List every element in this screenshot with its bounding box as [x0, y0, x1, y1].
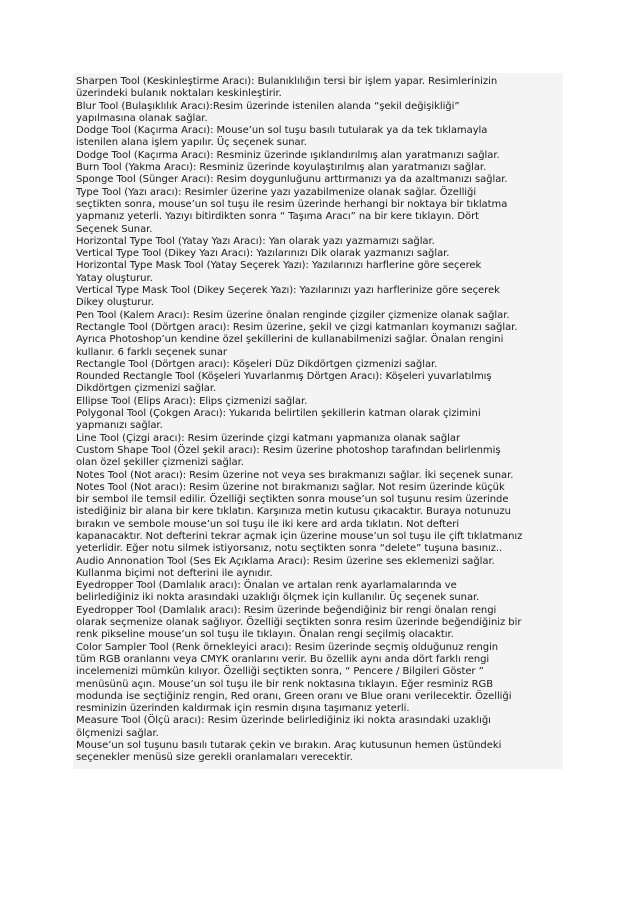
paragraph-notes-tool: Notes Tool (Not aracı): Resim üzerine not bırakmanızı sağlar. Not resim üzerinde küçük bir sembol ile temsil edilir. Özelliği seçtikten sonra mouse’un sol tuşunu resim üzerinde istediğiniz bir alana bir kere tıklatın. Karşınıza metin kutusu çıkacaktır. Buraya notunuzu bırakın ve sembole mouse’un sol tuşu ile iki kere ard arda tıklatın. Not defteri kapanacaktır. Not defterini tekrar açmak için üzerine mouse’un sol tuşu ile çift tıklatmanız yeterlidir. Eğer notu silmek istiyorsanız, notu seçtikten sonra “delete” tuşuna basınız.. — [76, 481, 523, 555]
paragraph-audio-annotation-tool: Audio Annonation Tool (Ses Ek Açıklama Aracı): Resim üzerine ses eklemenizi sağlar. Kullanma biçimi not defterini ile aynıdır. — [76, 555, 495, 579]
paragraph-rectangle-tool-intro: Rectangle Tool (Dörtgen aracı): Resim üzerine, şekil ve çizgi katmanları koymanızı sağlar. Ayrıca Photoshop’un kendine özel şekillerini de kullanabilmenizi sağlar. Önalan rengini kullanır. 6 farklı seçenek sunar — [76, 321, 518, 358]
paragraph-rectangle-tool: Rectangle Tool (Dörtgen aracı): Köşeleri Düz Dikdörtgen çizmenizi sağlar. — [76, 358, 438, 370]
paragraph-rounded-rectangle-tool: Rounded Rectangle Tool (Köşeleri Yuvarlanmış Dörtgen Aracı): Köşeleri yuvarlatılmış Dikdörtgen çizmenizi sağlar. — [76, 371, 492, 395]
paragraph-eyedropper-tool-intro: Eyedropper Tool (Damlalık aracı): Önalan ve artalan renk ayarlamalarında ve belirlediğiniz iki nokta arasındaki uzaklığı ölçmek için kullanılır. Üç seçenek sunar. — [76, 580, 480, 604]
paragraph-polygonal-tool: Polygonal Tool (Çokgen Aracı): Yukarıda belirtilen şekillerin katman olarak çizimini yapmanızı sağlar. — [76, 408, 481, 432]
paragraph-vertical-type-tool: Vertical Type Tool (Dikey Yazı Aracı): Yazılarınızı Dik olarak yazmanızı sağlar. — [76, 248, 450, 260]
paragraph-dodge-tool: Dodge Tool (Kaçırma Aracı): Resminiz üzerinde ışıklandırılmış alan yaratmanızı sağlar. — [76, 149, 500, 161]
paragraph-sharpen-tool: Sharpen Tool (Keskinleştirme Aracı): Bulanıklılığın tersi bir işlem yapar. Resimlerinizin üzerindeki bulanık noktaları keskinleştirir. — [76, 76, 498, 100]
paragraph-color-sampler-tool: Color Sampler Tool (Renk örnekleyici aracı): Resim üzerinde seçmiş olduğunuz rengin tüm RGB oranlannı veya CMYK oranlarını verir. Bu özellik aynı anda dört farklı rengi incelemenizi mümkün kılıyor. Özelliği seçtikten sonra, “ Pencere / Bilgileri Göster ” menüsünü açın. Mouse’un sol tuşu ile bir renk noktasına tıklayın. Eğer resminiz RGB modunda ise seçtiğiniz rengin, Red oranı, Green oranı ve Blue oranı verilecektir. Özelliği resminizin üzerinden kaldırmak için resmin dışına taşımanız yeterli. — [76, 641, 512, 715]
paragraph-burn-tool: Burn Tool (Yakma Aracı): Resminiz üzerinde koyulaştırılmış alan yaratmanızı sağlar. — [76, 162, 487, 174]
paragraph-eyedropper-tool: Eyedropper Tool (Damlalık aracı): Resim üzerinde beğendiğiniz bir rengi önalan rengi olarak seçmenize olanak sağlıyor. Özelliği seçtikten sonra resim üzerinde beğendiğiniz bir renk pikseline mouse’un sol tuşu ile tıklayın. Önalan rengi seçilmiş olacaktır. — [76, 604, 522, 641]
paragraph-dodge-tool-intro: Dodge Tool (Kaçırma Aracı): Mouse’un sol tuşu basılı tutularak ya da tek tıklamayla istenilen alana işlem yapılır. Üç seçenek sunar. — [76, 125, 488, 149]
paragraph-type-tool: Type Tool (Yazı aracı): Resimler üzerine yazı yazabilmenize olanak sağlar. Özelliği seçtikten sonra, mouse’un sol tuşu ile resim üzerinde herhangi bir noktaya bir tıklatma yapmanız yeterli. Yazıyı bitirdikten sonra “ Taşıma Aracı” na bir kere tıklayın. Dört Seçenek Sunar. — [76, 186, 508, 235]
paragraph-notes-tool-intro: Notes Tool (Not aracı): Resim üzerine not veya ses bırakmanızı sağlar. İki seçenek sunar. — [76, 469, 514, 481]
paragraph-measure-tool: Measure Tool (Ölçü aracı): Resim üzerinde belirlediğiniz iki nokta arasındaki uzaklığı ölçmenizi sağlar. — [76, 715, 491, 739]
paragraph-vertical-type-mask-tool: Vertical Type Mask Tool (Dikey Seçerek Yazı): Yazılarınızı yazı harflerinize göre seçerek Dikey oluşturur. — [76, 285, 500, 309]
paragraph-line-tool: Line Tool (Çizgi aracı): Resim üzerinde çizgi katmanı yapmanıza olanak sağlar — [76, 432, 461, 444]
paragraph-horizontal-type-tool: Horizontal Type Tool (Yatay Yazı Aracı): Yan olarak yazı yazmamızı sağlar. — [76, 235, 435, 247]
paragraph-measure-usage: Mouse’un sol tuşunu basılı tutarak çekin ve bırakın. Araç kutusunun hemen üstündeki seçenekler menüsü size gerekli oranlamaları verecektir. — [76, 740, 502, 764]
paragraph-sponge-tool: Sponge Tool (Sünger Aracı): Resim doygunluğunu arttırmanızı ya da azaltmanızı sağlar. — [76, 174, 508, 186]
paragraph-custom-shape-tool: Custom Shape Tool (Özel şekil aracı): Resim üzerine photoshop tarafından belirlenmiş olan özel şekiller çizmenizi sağlar. — [76, 444, 501, 469]
paragraph-ellipse-tool: Ellipse Tool (Elips Aracı): Elips çizmenizi sağlar. — [76, 395, 308, 407]
paragraph-blur-tool: Blur Tool (Bulaşıklılık Aracı):Resim üzerinde istenilen alanda “şekil değişikliği” yapılmasına olanak sağlar. — [76, 100, 460, 124]
paragraph-horizontal-type-mask-tool: Horizontal Type Mask Tool (Yatay Seçerek Yazı): Yazılarınızı harflerine göre seçerek Yatay oluşturur. — [76, 260, 482, 284]
paragraph-pen-tool: Pen Tool (Kalem Aracı): Resim üzerine önalan renginde çizgiler çizmenize olanak sağlar. — [76, 309, 510, 321]
document-text-block — [73, 73, 563, 769]
